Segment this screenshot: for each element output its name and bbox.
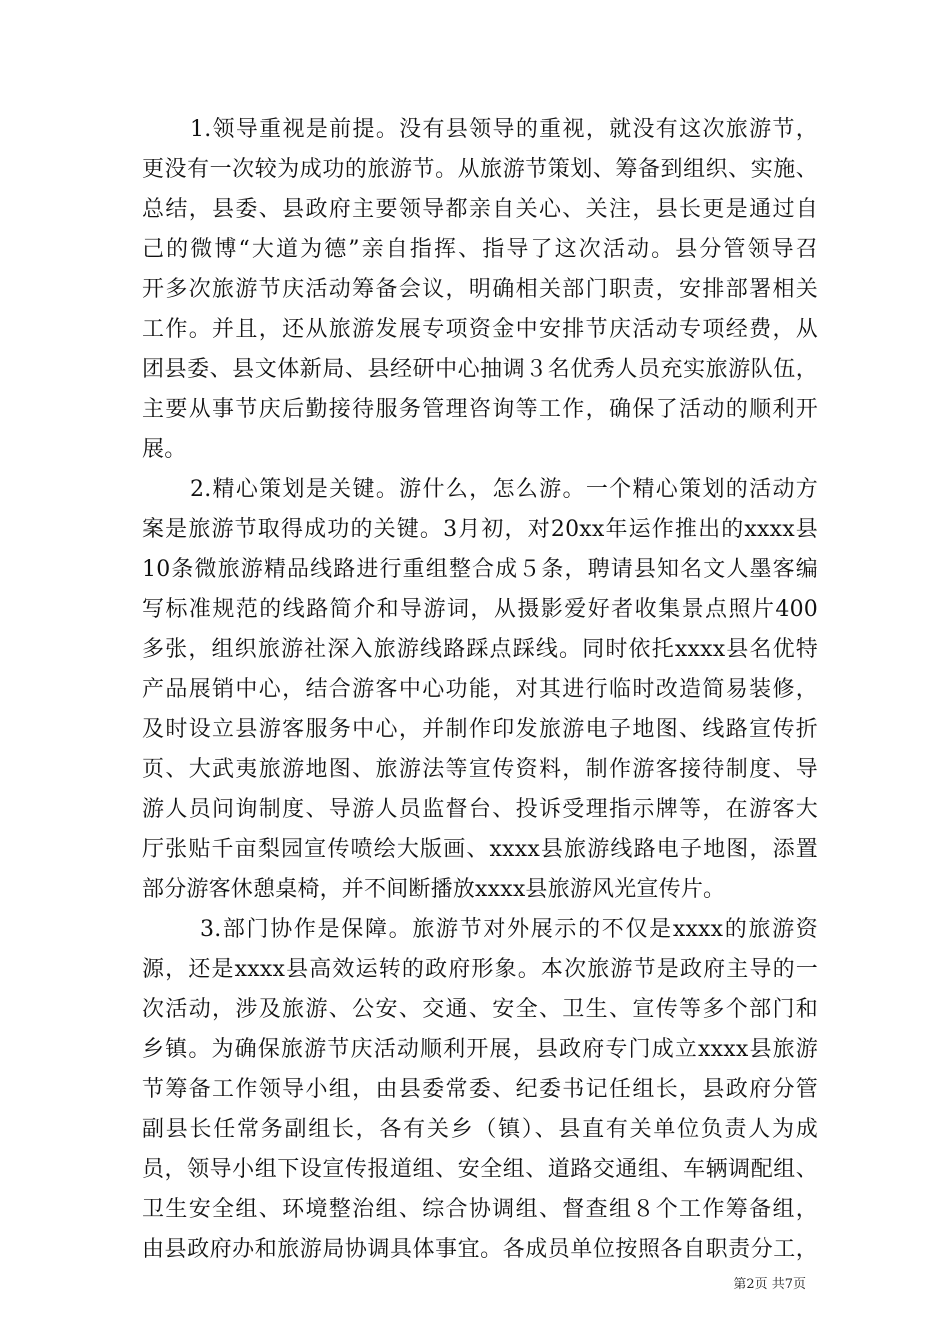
- paragraph-2-line-1: 2.精心策划是关键。游什么，怎么游。一个精心策划的活动方: [190, 477, 818, 502]
- paragraph-2-line-6: 产品展销中心，结合游客中心功能，对其进行临时改造简易装修，: [142, 677, 818, 702]
- paragraph-2-line-10: 厅张贴千亩梨园宣传喷绘大版画、xxxx县旅游线路电子地图，添置: [142, 837, 818, 862]
- paragraph-3-line-8: 卫生安全组、环境整治组、综合协调组、督查组８个工作筹备组，: [142, 1197, 818, 1222]
- paragraph-1-line-2: 更没有一次较为成功的旅游节。从旅游节策划、筹备到组织、实施、: [142, 157, 818, 182]
- paragraph-2-line-11: 部分游客休憩桌椅，并不间断播放xxxx县旅游风光宣传片。: [142, 877, 726, 902]
- paragraph-3-line-7: 员，领导小组下设宣传报道组、安全组、道路交通组、车辆调配组、: [142, 1157, 818, 1182]
- paragraph-1-line-1: 1.领导重视是前提。没有县领导的重视，就没有这次旅游节，: [190, 117, 818, 142]
- paragraph-2-line-9: 游人员问询制度、导游人员监督台、投诉受理指示牌等，在游客大: [142, 797, 818, 822]
- paragraph-3-line-4: 乡镇。为确保旅游节庆活动顺利开展，县政府专门成立xxxx县旅游: [142, 1037, 818, 1062]
- paragraph-3-line-2: 源，还是xxxx县高效运转的政府形象。本次旅游节是政府主导的一: [142, 957, 818, 982]
- paragraph-1-line-3: 总结，县委、县政府主要领导都亲自关心、关注，县长更是通过自: [142, 197, 818, 222]
- paragraph-2-line-8: 页、大武夷旅游地图、旅游法等宣传资料，制作游客接待制度、导: [142, 757, 818, 782]
- paragraph-2-line-3: 10条微旅游精品线路进行重组整合成５条，聘请县知名文人墨客编: [142, 557, 818, 582]
- paragraph-3-line-5: 节筹备工作领导小组，由县委常委、纪委书记任组长，县政府分管: [142, 1077, 818, 1102]
- paragraph-2-line-7: 及时设立县游客服务中心，并制作印发旅游电子地图、线路宣传折: [142, 717, 818, 742]
- paragraph-3-line-1: 3.部门协作是保障。旅游节对外展示的不仅是xxxx的旅游资: [200, 917, 818, 942]
- page-number: 第2页 共7页: [733, 1277, 806, 1292]
- paragraph-1-line-7: 团县委、县文体新局、县经研中心抽调３名优秀人员充实旅游队伍，: [142, 357, 818, 382]
- paragraph-2-line-4: 写标准规范的线路简介和导游词，从摄影爱好者收集景点照片400: [142, 597, 818, 622]
- paragraph-1-line-8: 主要从事节庆后勤接待服务管理咨询等工作，确保了活动的顺利开: [142, 397, 818, 422]
- paragraph-2-line-2: 案是旅游节取得成功的关键。3月初，对20xx年运作推出的xxxx县: [142, 517, 818, 542]
- paragraph-3-line-9: 由县政府办和旅游局协调具体事宜。各成员单位按照各自职责分工，: [142, 1237, 818, 1262]
- paragraph-2-line-5: 多张，组织旅游社深入旅游线路踩点踩线。同时依托xxxx县名优特: [142, 637, 818, 662]
- paragraph-1-line-5: 开多次旅游节庆活动筹备会议，明确相关部门职责，安排部署相关: [142, 277, 818, 302]
- paragraph-1-line-6: 工作。并且，还从旅游发展专项资金中安排节庆活动专项经费，从: [142, 317, 818, 342]
- paragraph-3-line-6: 副县长任常务副组长，各有关乡（镇）、县直有关单位负责人为成: [142, 1117, 818, 1142]
- paragraph-3-line-3: 次活动，涉及旅游、公安、交通、安全、卫生、宣传等多个部门和: [142, 997, 818, 1022]
- paragraph-1-line-9: 展。: [142, 437, 187, 462]
- paragraph-1-line-4: 己的微博“大道为德”亲自指挥、指导了这次活动。县分管领导召: [142, 237, 818, 262]
